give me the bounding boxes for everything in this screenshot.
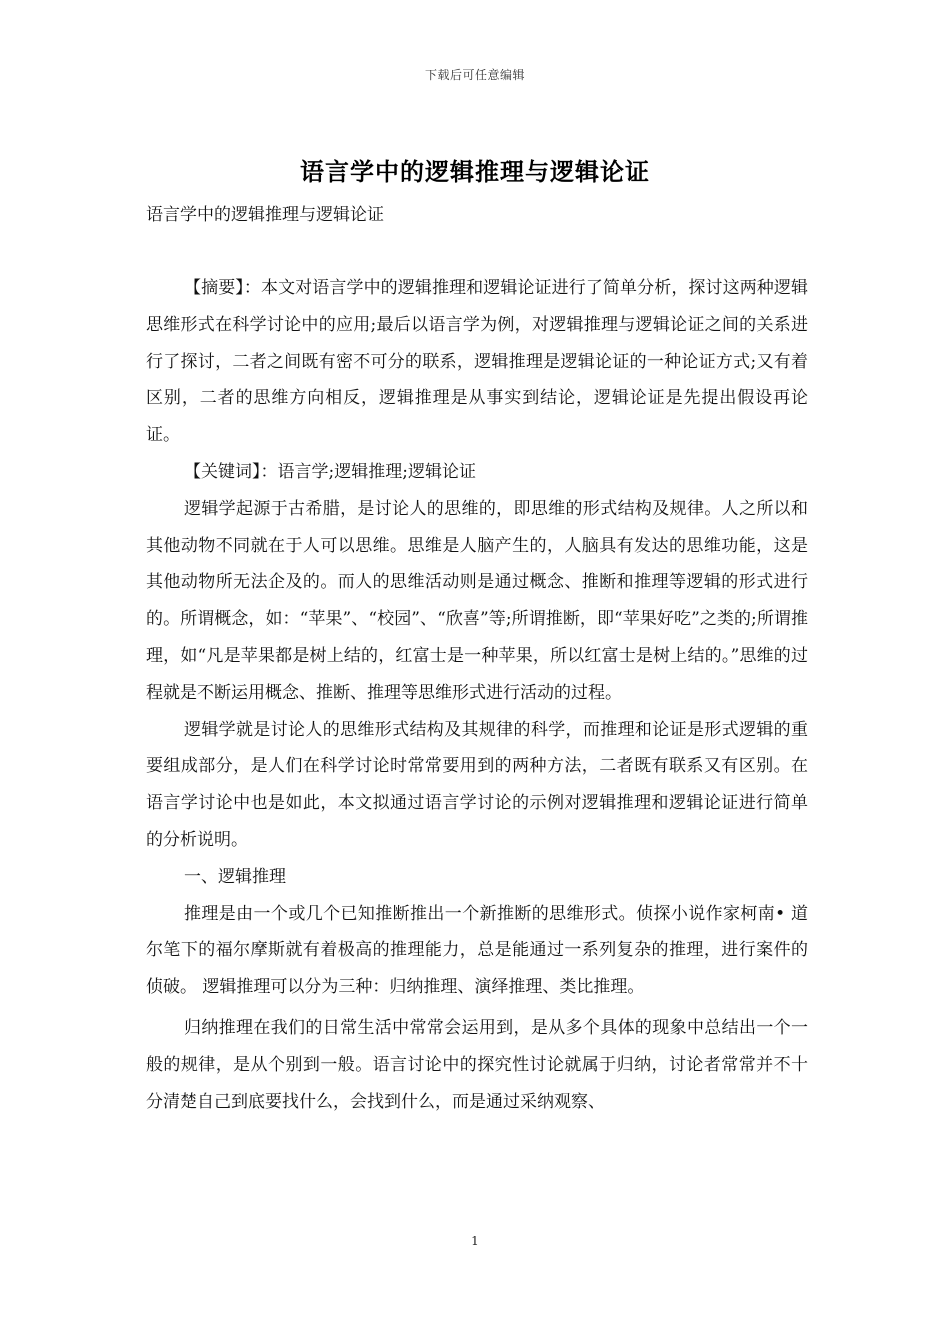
body-paragraph: 逻辑学就是讨论人的思维形式结构及其规律的科学，而推理和论证是形式逻辑的重要组成部分，是人们在科学讨论时常常要用到的两种方法，二者既有联系又有区别。在语言学讨论中也是如此，本文拟通过语言学讨论的示例对逻辑推理和逻辑论证进行简单的分析说明。 <box>146 719 808 850</box>
body-paragraph: 逻辑学起源于古希腊，是讨论人的思维的，即思维的形式结构及规律。人之所以和其他动物不同就在于人可以思维。思维是人脑产生的，人脑具有发达的思维功能，这是其他动物所无法企及的。而人的思维活动则是通过概念、推断和推理等逻辑的形式进行的。所谓概念，如：“苹果”、“校园”、“欣喜”等;所谓推断，即“苹果好吃”之类的;所谓推理，如“凡是苹果都是树上结的，红富士是一种苹果，所以红富士是树上结的。”思维的过程就是不断运用概念、推断、推理等思维形式进行活动的过程。 <box>146 498 808 703</box>
document-title: 语言学中的逻辑推理与逻辑论证 <box>300 157 650 186</box>
section-heading: 一、逻辑推理 <box>184 866 286 887</box>
document-body <box>146 270 808 1120</box>
page-number: 1 <box>471 1234 479 1248</box>
body-paragraph: 归纳推理在我们的日常生活中常常会运用到，是从多个具体的现象中总结出一个一般的规律，是从个别到一般。语言讨论中的探究性讨论就属于归纳，讨论者常常并不十分清楚自己到底要找什么，会找到什么，而是通过采纳观察、 <box>146 1017 808 1112</box>
document-subtitle: 语言学中的逻辑推理与逻辑论证 <box>146 205 384 225</box>
keywords-paragraph: 【关键词】：语言学;逻辑推理;逻辑论证 <box>184 461 476 482</box>
header-note: 下载后可任意编辑 <box>424 68 525 82</box>
body-paragraph: 推理是由一个或几个已知推断推出一个新推断的思维形式。侦探小说作家柯南• 道尔笔下的福尔摩斯就有着极高的推理能力，总是能通过一系列复杂的推理，进行案件的侦破。 逻辑推理可以分为三种：归纳推理、演绎推理、类比推理。 <box>146 903 808 998</box>
abstract-paragraph: 【摘要】：本文对语言学中的逻辑推理和逻辑论证进行了简单分析，探讨这两种逻辑思维形式在科学讨论中的应用;最后以语言学为例，对逻辑推理与逻辑论证之间的关系进行了探讨，二者之间既有密不可分的联系，逻辑推理是逻辑论证的一种论证方式;又有着区别，二者的思维方向相反，逻辑推理是从事实到结论，逻辑论证是先提出假设再论证。 <box>146 278 808 446</box>
